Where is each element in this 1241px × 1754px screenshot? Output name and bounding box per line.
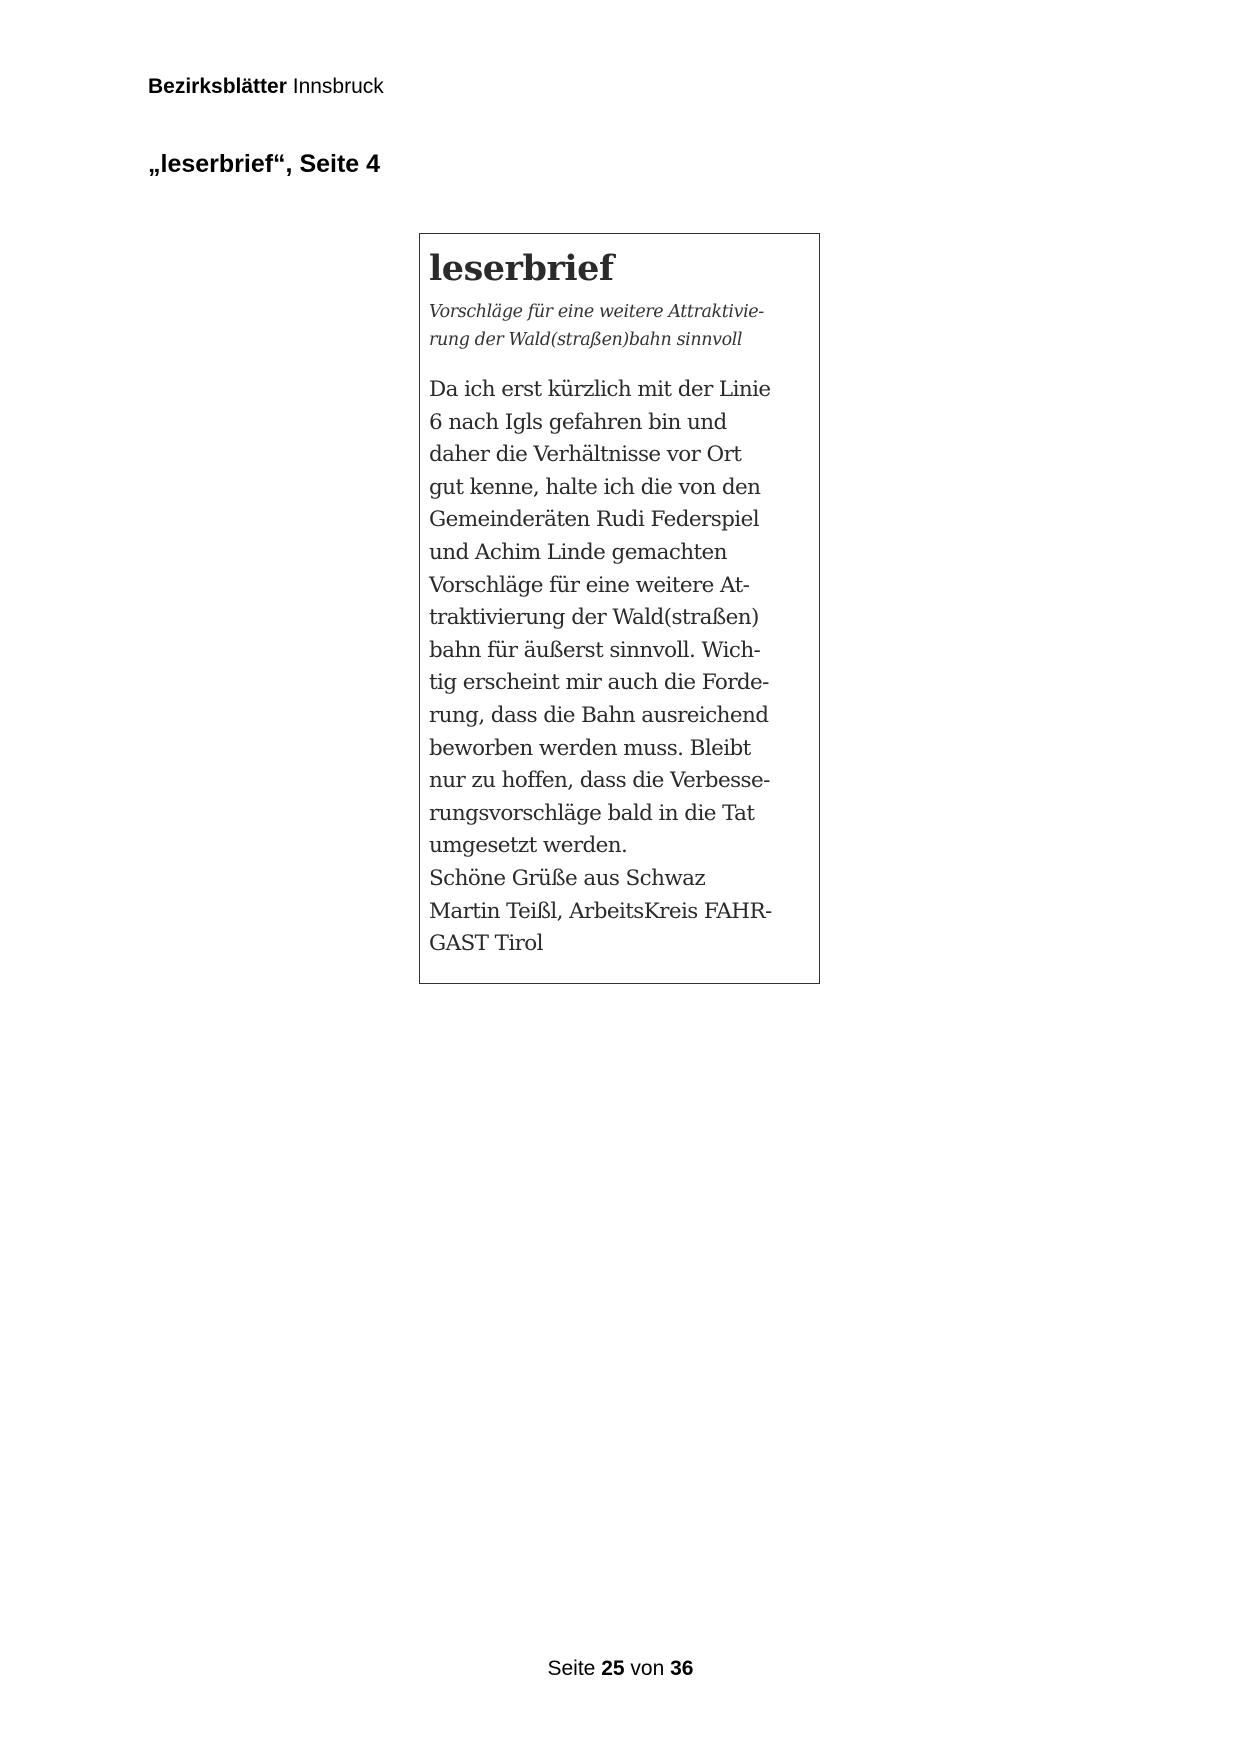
- body-line: Schöne Grüße aus Schwaz: [429, 865, 706, 891]
- subtitle-line: Vorschläge für eine weitere Attraktivie-: [429, 302, 764, 322]
- page-current: 25: [601, 1657, 625, 1680]
- clipping-title: leserbrief: [429, 248, 614, 289]
- body-line: bahn für äußerst sinnvoll. Wich-: [429, 637, 761, 663]
- clipping-subtitle: [429, 298, 809, 354]
- body-line: und Achim Linde gemachten: [429, 539, 727, 565]
- body-line: 6 nach Igls gefahren bin und: [429, 409, 727, 435]
- body-line: GAST Tirol: [429, 931, 543, 957]
- body-line: rungsvorschläge bald in die Tat: [429, 800, 755, 826]
- body-line: gut kenne, halte ich die von den: [429, 474, 761, 500]
- publication-line: [148, 73, 384, 101]
- publication-name: Bezirksblätter: [148, 75, 287, 98]
- page-separator: von: [630, 1657, 665, 1680]
- body-line: Vorschläge für eine weitere At-: [429, 572, 750, 598]
- body-line: Da ich erst kürzlich mit der Linie: [429, 377, 771, 402]
- body-line: nur zu hoffen, dass die Verbesse-: [429, 768, 770, 794]
- clipping-body: [429, 374, 809, 961]
- page-total: 36: [670, 1657, 694, 1680]
- body-line: beworben werden muss. Bleibt: [429, 735, 751, 761]
- body-line: rung, dass die Bahn ausreichend: [429, 702, 769, 728]
- publication-region: Innsbruck: [292, 75, 384, 98]
- body-line: umgesetzt werden.: [429, 833, 628, 859]
- body-line: tig erscheint mir auch die Forde-: [429, 670, 769, 696]
- page-label: Seite: [547, 1657, 596, 1680]
- body-line: Martin Teißl, ArbeitsKreis FAHR-: [429, 898, 772, 924]
- subtitle-line: rung der Wald(straßen)bahn sinnvoll: [429, 330, 743, 350]
- body-line: daher die Verhältnisse vor Ort: [429, 442, 742, 468]
- body-line: Gemeinderäten Rudi Federspiel: [429, 507, 759, 533]
- body-line: traktivierung der Wald(straßen): [429, 605, 759, 631]
- page-footer: [0, 1655, 1241, 1683]
- section-title: „leserbrief“, Seite 4: [148, 150, 381, 178]
- newspaper-clipping: [419, 233, 820, 984]
